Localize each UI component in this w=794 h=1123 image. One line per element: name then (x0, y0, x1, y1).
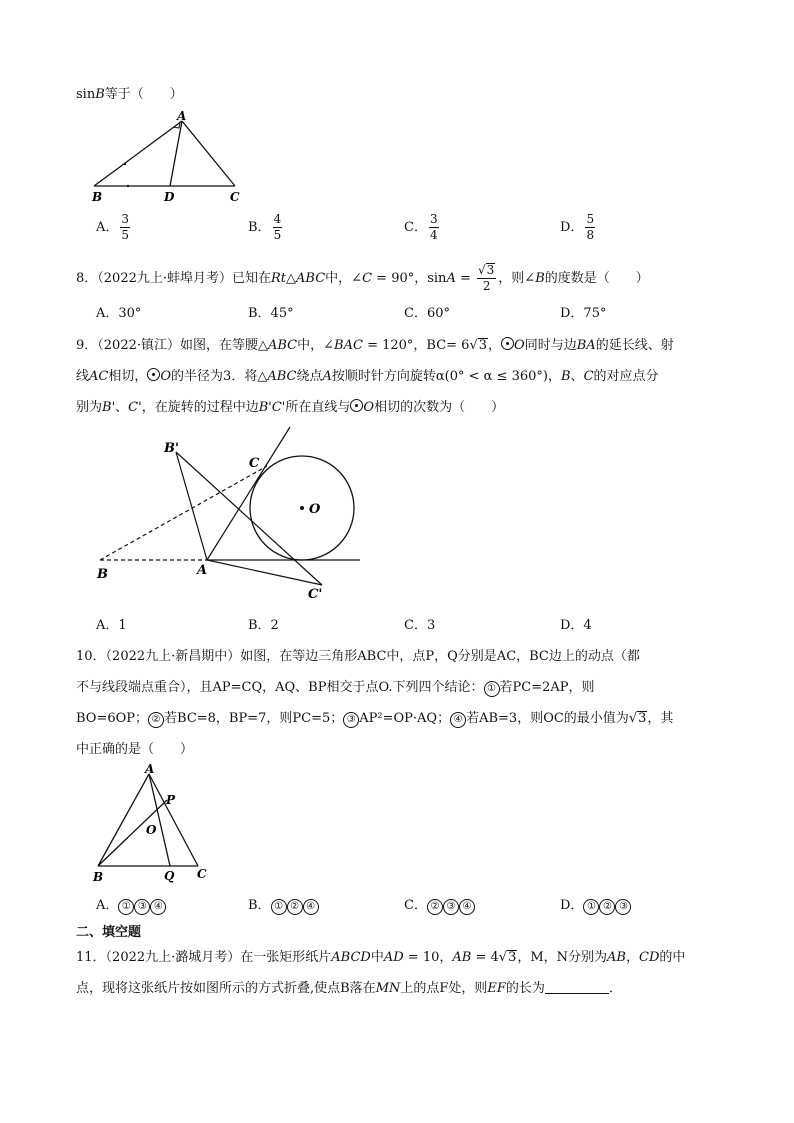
q9-stem-line3: 别为B'、C'，在旋转的过程中边B'C'所在直线与 O相切的次数为（ ） (76, 400, 505, 415)
q7-triangle-figure (80, 110, 260, 205)
q7-option-a[interactable]: A． $\frac{3}{5}$ (96, 212, 130, 242)
circle-dot-icon (350, 399, 363, 412)
q10-label-q: Q (164, 869, 175, 883)
q7-option-b[interactable]: B． $\frac{4}{5}$ (248, 212, 282, 242)
q9-option-a[interactable]: A．1 (96, 618, 127, 633)
q8-option-c[interactable]: C．60° (404, 306, 450, 321)
section-title-fill-in: 二、填空题 (76, 925, 142, 940)
q10-option-c[interactable]: C． ② ③ ④ (404, 894, 475, 915)
q10-stem-line1: 10．（2022九上·新昌期中）如图，在等边三角形ABC中，点P，Q分别是AC，BC边上的动点（都 (76, 649, 640, 664)
q7-label-c: C (230, 190, 240, 204)
q9-stem-line1: 9．（2022·镇江）如图，在等腰△ABC中，∠BAC = 120°，BC= 6√3， O同时与边BA的延长线、射 (76, 338, 674, 353)
q9-label-b: B (97, 567, 108, 582)
q7-option-c[interactable]: C． $\frac{3}{4}$ (404, 212, 438, 242)
q10-label-c: C (197, 867, 207, 881)
q10-stem-line2: 不与线段端点重合），且AP=CQ，AQ、BP相交于点O.下列四个结论： ① 若PC=2AP，则 (76, 680, 595, 695)
q9-label-b-prime: B' (164, 441, 179, 456)
q10-label-a: A (145, 762, 155, 776)
q10-label-o: O (146, 823, 157, 837)
answer-blank[interactable] (545, 981, 609, 994)
q7-option-d[interactable]: D． $\frac{5}{8}$ (560, 212, 595, 242)
q10-stem-line3: BO=6OP； ② 若BC=8，BP=7，则PC=5； ③ AP²=OP·AQ； ④ 若AB=3，则OC的最小值为√3，其 (76, 711, 674, 726)
q7-label-d: D (164, 190, 175, 204)
q9-option-c[interactable]: C．3 (404, 618, 436, 633)
q10-label-p: P (166, 793, 176, 807)
q9-rotation-figure (92, 422, 372, 607)
q10-stem-line4: 中正确的是（ ） (76, 742, 194, 757)
q8-option-d[interactable]: D．75° (560, 306, 607, 321)
q9-label-o: O (309, 502, 321, 517)
q10-option-a[interactable]: A． ① ③ ④ (96, 894, 166, 915)
q8-option-b[interactable]: B．45° (248, 306, 294, 321)
q9-stem-line2: 线AC相切， O的半径为3．将△ABC绕点A按顺时针方向旋转α(0° < α ≤ 360°)，B、C的对应点分 (76, 369, 659, 384)
q10-option-b[interactable]: B． ① ② ④ (248, 894, 319, 915)
q8-stem: 8．（2022九上·蚌埠月考）已知在Rt△ABC中，∠C = 90°，sinA = $\frac{√3}{2}$ ，则∠B的度数是（ ） (76, 263, 649, 293)
circle-dot-icon (501, 337, 514, 350)
q10-triangle-figure (86, 762, 216, 887)
q9-option-b[interactable]: B．2 (248, 618, 279, 633)
q10-label-b: B (93, 870, 104, 884)
q9-label-c: C (249, 456, 260, 471)
q11-stem-line2: 点，现将这张纸片按如图所示的方式折叠,使点B落在MN上的点F处，则EF的长为 ． (76, 981, 622, 996)
q11-stem-line1: 11．（2022九上·潞城月考）在一张矩形纸片ABCD中AD = 10，AB = 4√3，M，N分别为AB，CD的中 (76, 950, 686, 965)
q10-option-d[interactable]: D． ① ② ③ (560, 894, 631, 915)
circle-dot-icon (147, 368, 160, 381)
q7-tail-text: sinB等于（ ） (76, 87, 183, 102)
q9-label-c-prime: C' (308, 587, 323, 602)
q9-label-a: A (197, 563, 208, 578)
q8-option-a[interactable]: A．30° (96, 306, 142, 321)
q7-label-a: A (177, 110, 187, 123)
q7-label-b: B (92, 190, 103, 204)
q9-option-d[interactable]: D．4 (560, 618, 592, 633)
